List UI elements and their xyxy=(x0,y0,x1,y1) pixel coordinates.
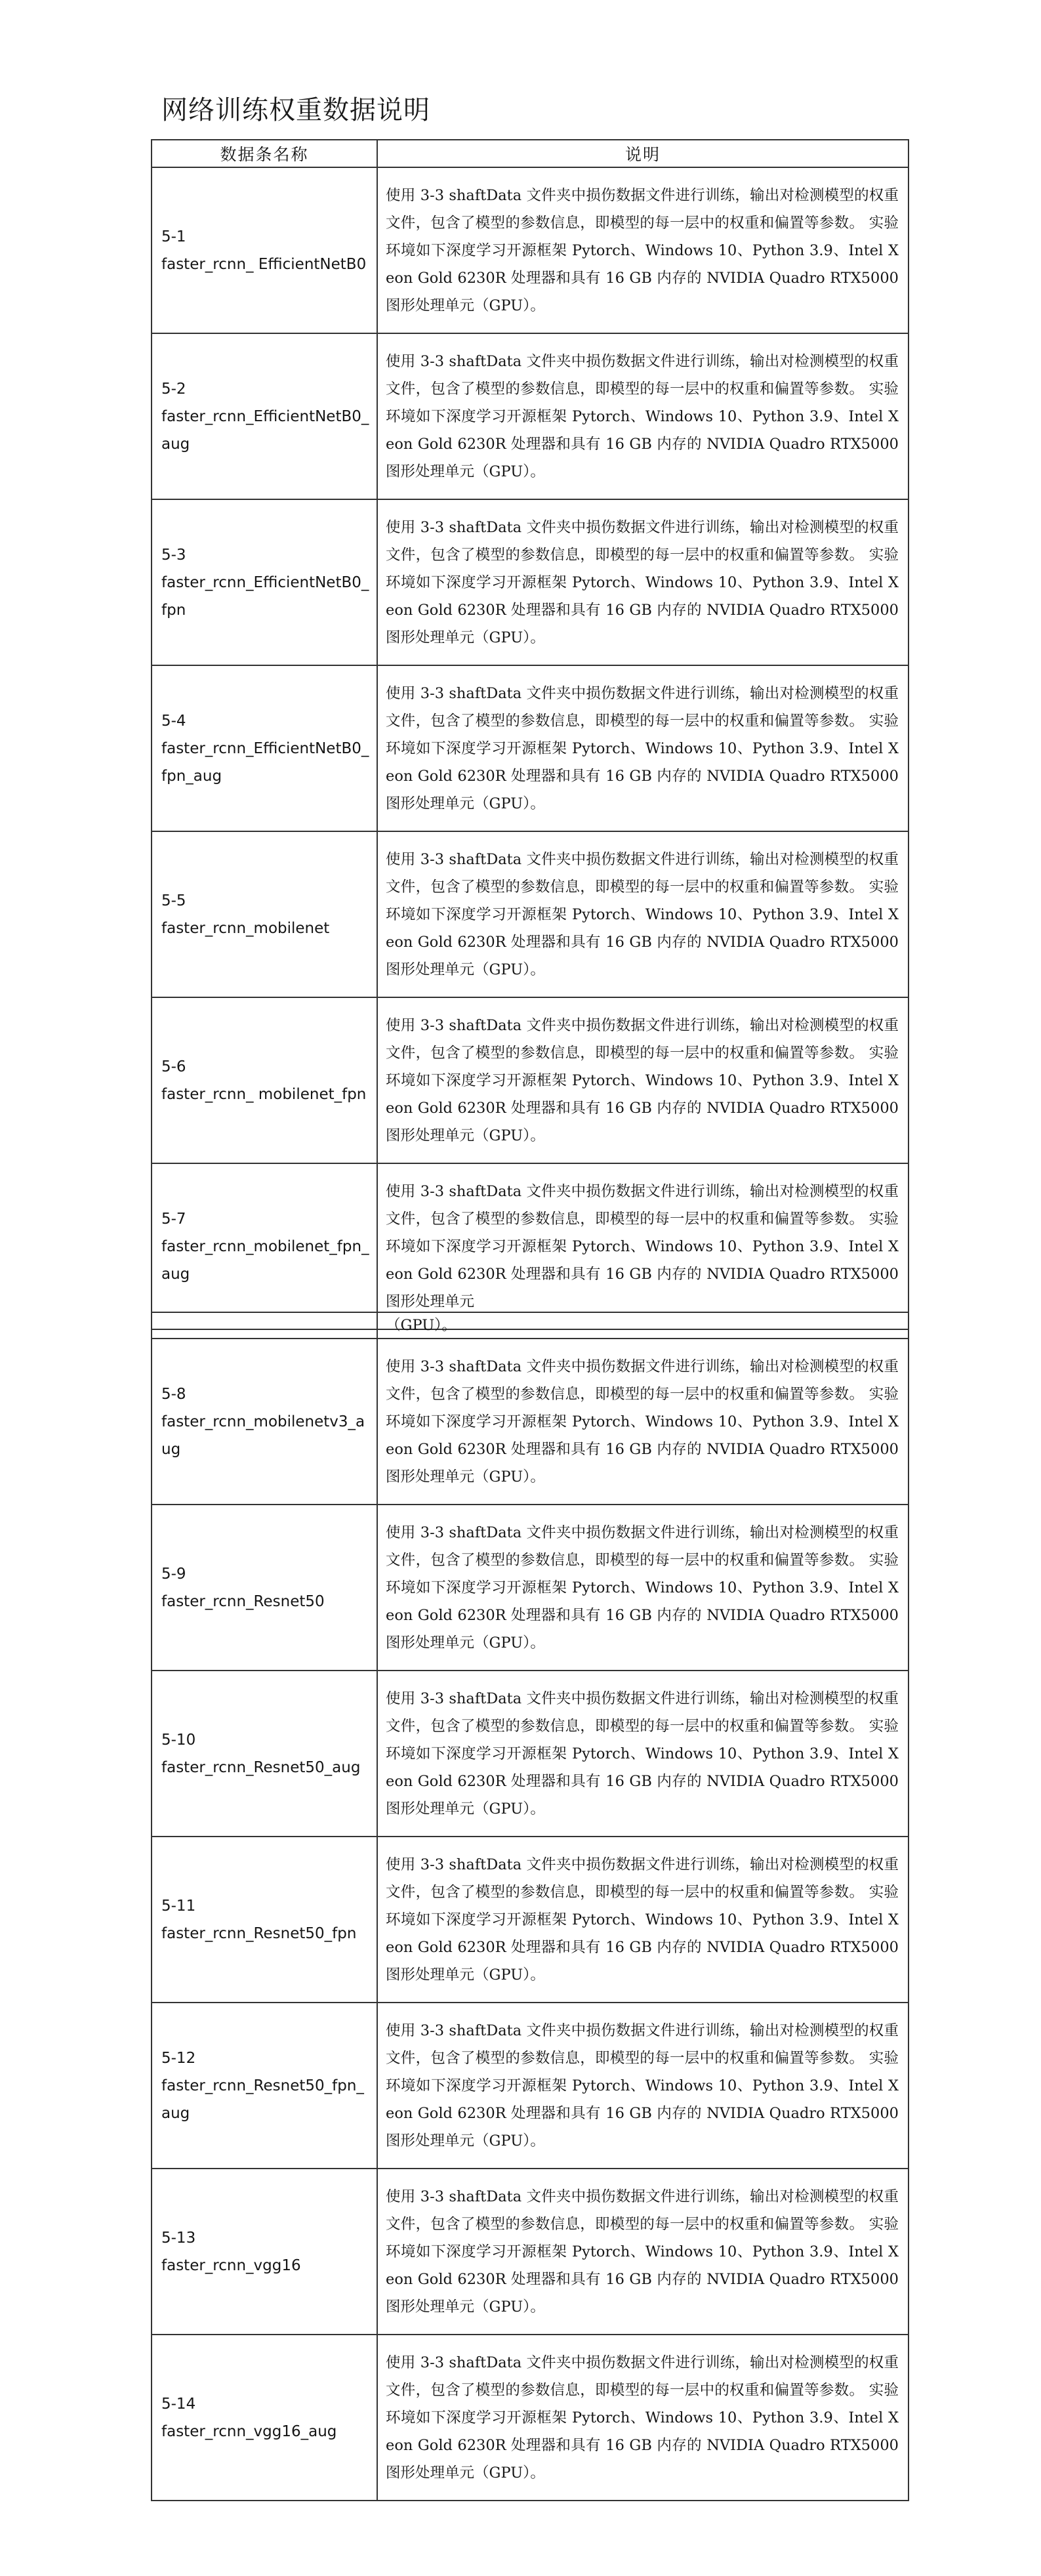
row-description-text: 使用 3-3 shaftData 文件夹中损伤数据文件进行训练，输出对检测模型的权重文件，包含了模型的参数信息，即模型的每一层中的权重和偏置等参数。 实验环境如下深度学习开源框架 Pytorch、Windows 10、Python 3.9、Intel Xeon Gold 6230R 处理器和具有 16 GB 内存的 NVIDIA Quadro RTX5000 图形处理单元（GPU）。 xyxy=(386,1690,899,1818)
row-id: 5-7 xyxy=(161,1210,186,1228)
row-description-text: 使用 3-3 shaftData 文件夹中损伤数据文件进行训练，输出对检测模型的权重文件，包含了模型的参数信息，即模型的每一层中的权重和偏置等参数。 实验环境如下深度学习开源框架 Pytorch、Windows 10、Python 3.9、Intel Xeon Gold 6230R 处理器和具有 16 GB 内存的 NVIDIA Quadro RTX5000 图形处理单元（GPU）。 xyxy=(386,2354,899,2482)
row-weight-name: faster_rcnn_vgg16_aug xyxy=(161,2422,337,2440)
row-id: 5-2 xyxy=(161,380,186,398)
row-weight-name: faster_rcnn_EfficientNetB0_fpn_aug xyxy=(161,739,369,785)
row-name-cell xyxy=(152,499,377,665)
row-name-cell xyxy=(152,1339,377,1505)
row-name-cell xyxy=(152,831,377,997)
row-description-text: 使用 3-3 shaftData 文件夹中损伤数据文件进行训练，输出对检测模型的权重文件，包含了模型的参数信息，即模型的每一层中的权重和偏置等参数。 实验环境如下深度学习开源框架 Pytorch、Windows 10、Python 3.9、Intel Xeon Gold 6230R 处理器和具有 16 GB 内存的 NVIDIA Quadro RTX5000 图形处理单元（GPU）。 xyxy=(386,850,899,978)
table-row xyxy=(152,2335,908,2501)
row-weight-name: faster_rcnn_EfficientNetB0_aug xyxy=(161,407,369,453)
row-description-text: 使用 3-3 shaftData 文件夹中损伤数据文件进行训练，输出对检测模型的权重文件，包含了模型的参数信息，即模型的每一层中的权重和偏置等参数。 实验环境如下深度学习开源框架 Pytorch、Windows 10、Python 3.9、Intel Xeon Gold 6230R 处理器和具有 16 GB 内存的 NVIDIA Quadro RTX5000 图形处理单元（GPU）。 xyxy=(386,352,899,480)
row-weight-name: faster_rcnn_Resnet50 xyxy=(161,1592,325,1610)
row-weight-name: faster_rcnn_mobilenetv3_aug xyxy=(161,1413,365,1458)
weights-table-part-2 xyxy=(151,1312,909,2501)
row-id: 5-10 xyxy=(161,1731,196,1749)
row-description-text: 使用 3-3 shaftData 文件夹中损伤数据文件进行训练，输出对检测模型的权重文件，包含了模型的参数信息，即模型的每一层中的权重和偏置等参数。 实验环境如下深度学习开源框架 Pytorch、Windows 10、Python 3.9、Intel Xeon Gold 6230R 处理器和具有 16 GB 内存的 NVIDIA Quadro RTX5000 图形处理单元（GPU）。 xyxy=(386,684,899,812)
row-id: 5-13 xyxy=(161,2229,196,2247)
row-weight-name: faster_rcnn_Resnet50_fpn xyxy=(161,1924,357,1942)
row-id: 5-5 xyxy=(161,892,186,909)
row-weight-name: faster_rcnn_Resnet50_fpn_aug xyxy=(161,2077,364,2122)
row-id: 5-8 xyxy=(161,1385,186,1403)
row-description xyxy=(377,1505,908,1671)
table-row xyxy=(152,1505,908,1671)
table-row xyxy=(152,997,908,1163)
row-name-cell xyxy=(152,2003,377,2169)
table-row xyxy=(152,1339,908,1505)
continuation-name-cell xyxy=(152,1312,377,1339)
row-name-cell xyxy=(152,2335,377,2501)
row-name-cell xyxy=(152,1837,377,2003)
table-row xyxy=(152,333,908,499)
row-name-cell xyxy=(152,997,377,1163)
row-description xyxy=(377,167,908,333)
row-weight-name: faster_rcnn_mobilenet xyxy=(161,919,330,937)
row-id: 5-14 xyxy=(161,2395,196,2413)
row-weight-name: faster_rcnn_ EfficientNetB0 xyxy=(161,255,367,273)
row-name-cell xyxy=(152,1163,377,1329)
row-name-cell xyxy=(152,2169,377,2335)
row-description xyxy=(377,997,908,1163)
row-weight-name: faster_rcnn_ mobilenet_fpn xyxy=(161,1085,367,1103)
weights-table-part-1 xyxy=(151,139,909,1330)
table-row xyxy=(152,665,908,831)
row-description-text: 使用 3-3 shaftData 文件夹中损伤数据文件进行训练，输出对检测模型的权重文件，包含了模型的参数信息，即模型的每一层中的权重和偏置等参数。 实验环境如下深度学习开源框架 Pytorch、Windows 10、Python 3.9、Intel Xeon Gold 6230R 处理器和具有 16 GB 内存的 NVIDIA Quadro RTX5000 图形处理单元 xyxy=(386,1182,899,1310)
row-description xyxy=(377,1837,908,2003)
header-name-column: 数据条名称 xyxy=(152,140,377,167)
table-row xyxy=(152,1671,908,1837)
row-name-cell xyxy=(152,1671,377,1837)
table-row xyxy=(152,499,908,665)
row-description-text: 使用 3-3 shaftData 文件夹中损伤数据文件进行训练，输出对检测模型的权重文件，包含了模型的参数信息，即模型的每一层中的权重和偏置等参数。 实验环境如下深度学习开源框架 Pytorch、Windows 10、Python 3.9、Intel Xeon Gold 6230R 处理器和具有 16 GB 内存的 NVIDIA Quadro RTX5000 图形处理单元（GPU）。 xyxy=(386,1524,899,1652)
row-description-text: 使用 3-3 shaftData 文件夹中损伤数据文件进行训练，输出对检测模型的权重文件，包含了模型的参数信息，即模型的每一层中的权重和偏置等参数。 实验环境如下深度学习开源框架 Pytorch、Windows 10、Python 3.9、Intel Xeon Gold 6230R 处理器和具有 16 GB 内存的 NVIDIA Quadro RTX5000 图形处理单元（GPU）。 xyxy=(386,186,899,314)
row-name-cell xyxy=(152,167,377,333)
row-id: 5-1 xyxy=(161,228,186,245)
row-description xyxy=(377,333,908,499)
row-description-text: 使用 3-3 shaftData 文件夹中损伤数据文件进行训练，输出对检测模型的权重文件，包含了模型的参数信息，即模型的每一层中的权重和偏置等参数。 实验环境如下深度学习开源框架 Pytorch、Windows 10、Python 3.9、Intel Xeon Gold 6230R 处理器和具有 16 GB 内存的 NVIDIA Quadro RTX5000 图形处理单元（GPU）。 xyxy=(386,1856,899,1984)
continuation-text: （GPU）。 xyxy=(377,1312,908,1339)
table-row xyxy=(152,1163,908,1329)
table-row xyxy=(152,1837,908,2003)
row-description xyxy=(377,2003,908,2169)
row-weight-name: faster_rcnn_EfficientNetB0_fpn xyxy=(161,573,369,619)
row-id: 5-11 xyxy=(161,1897,196,1915)
row-description xyxy=(377,1671,908,1837)
row-weight-name: faster_rcnn_vgg16 xyxy=(161,2256,301,2274)
table-continuation-row xyxy=(152,1312,908,1339)
table-row xyxy=(152,2169,908,2335)
row-description xyxy=(377,499,908,665)
row-description-text: 使用 3-3 shaftData 文件夹中损伤数据文件进行训练，输出对检测模型的权重文件，包含了模型的参数信息，即模型的每一层中的权重和偏置等参数。 实验环境如下深度学习开源框架 Pytorch、Windows 10、Python 3.9、Intel Xeon Gold 6230R 处理器和具有 16 GB 内存的 NVIDIA Quadro RTX5000 图形处理单元（GPU）。 xyxy=(386,2022,899,2150)
row-description xyxy=(377,831,908,997)
row-description xyxy=(377,2169,908,2335)
table-row xyxy=(152,167,908,333)
row-description-text: 使用 3-3 shaftData 文件夹中损伤数据文件进行训练，输出对检测模型的权重文件，包含了模型的参数信息，即模型的每一层中的权重和偏置等参数。 实验环境如下深度学习开源框架 Pytorch、Windows 10、Python 3.9、Intel Xeon Gold 6230R 处理器和具有 16 GB 内存的 NVIDIA Quadro RTX5000 图形处理单元（GPU）。 xyxy=(386,518,899,646)
document-title: 网络训练权重数据说明 xyxy=(161,95,430,125)
table-row xyxy=(152,2003,908,2169)
row-description xyxy=(377,1339,908,1505)
row-description xyxy=(377,1163,908,1329)
row-id: 5-4 xyxy=(161,712,186,730)
row-name-cell xyxy=(152,1505,377,1671)
row-id: 5-9 xyxy=(161,1565,186,1583)
row-weight-name: faster_rcnn_Resnet50_aug xyxy=(161,1758,361,1776)
table-header-row xyxy=(152,140,908,167)
row-weight-name: faster_rcnn_mobilenet_fpn_aug xyxy=(161,1237,369,1283)
row-name-cell xyxy=(152,333,377,499)
row-id: 5-12 xyxy=(161,2049,196,2067)
row-description-text: 使用 3-3 shaftData 文件夹中损伤数据文件进行训练，输出对检测模型的权重文件，包含了模型的参数信息，即模型的每一层中的权重和偏置等参数。 实验环境如下深度学习开源框架 Pytorch、Windows 10、Python 3.9、Intel Xeon Gold 6230R 处理器和具有 16 GB 内存的 NVIDIA Quadro RTX5000 图形处理单元（GPU）。 xyxy=(386,2188,899,2316)
row-description-text: 使用 3-3 shaftData 文件夹中损伤数据文件进行训练，输出对检测模型的权重文件，包含了模型的参数信息，即模型的每一层中的权重和偏置等参数。 实验环境如下深度学习开源框架 Pytorch、Windows 10、Python 3.9、Intel Xeon Gold 6230R 处理器和具有 16 GB 内存的 NVIDIA Quadro RTX5000 图形处理单元（GPU）。 xyxy=(386,1016,899,1144)
header-desc-column: 说明 xyxy=(377,140,908,167)
row-id: 5-6 xyxy=(161,1058,186,1075)
row-description xyxy=(377,2335,908,2501)
row-description-text: 使用 3-3 shaftData 文件夹中损伤数据文件进行训练，输出对检测模型的权重文件，包含了模型的参数信息，即模型的每一层中的权重和偏置等参数。 实验环境如下深度学习开源框架 Pytorch、Windows 10、Python 3.9、Intel Xeon Gold 6230R 处理器和具有 16 GB 内存的 NVIDIA Quadro RTX5000 图形处理单元（GPU）。 xyxy=(386,1358,899,1485)
table-row xyxy=(152,831,908,997)
row-name-cell xyxy=(152,665,377,831)
row-description xyxy=(377,665,908,831)
row-id: 5-3 xyxy=(161,546,186,564)
